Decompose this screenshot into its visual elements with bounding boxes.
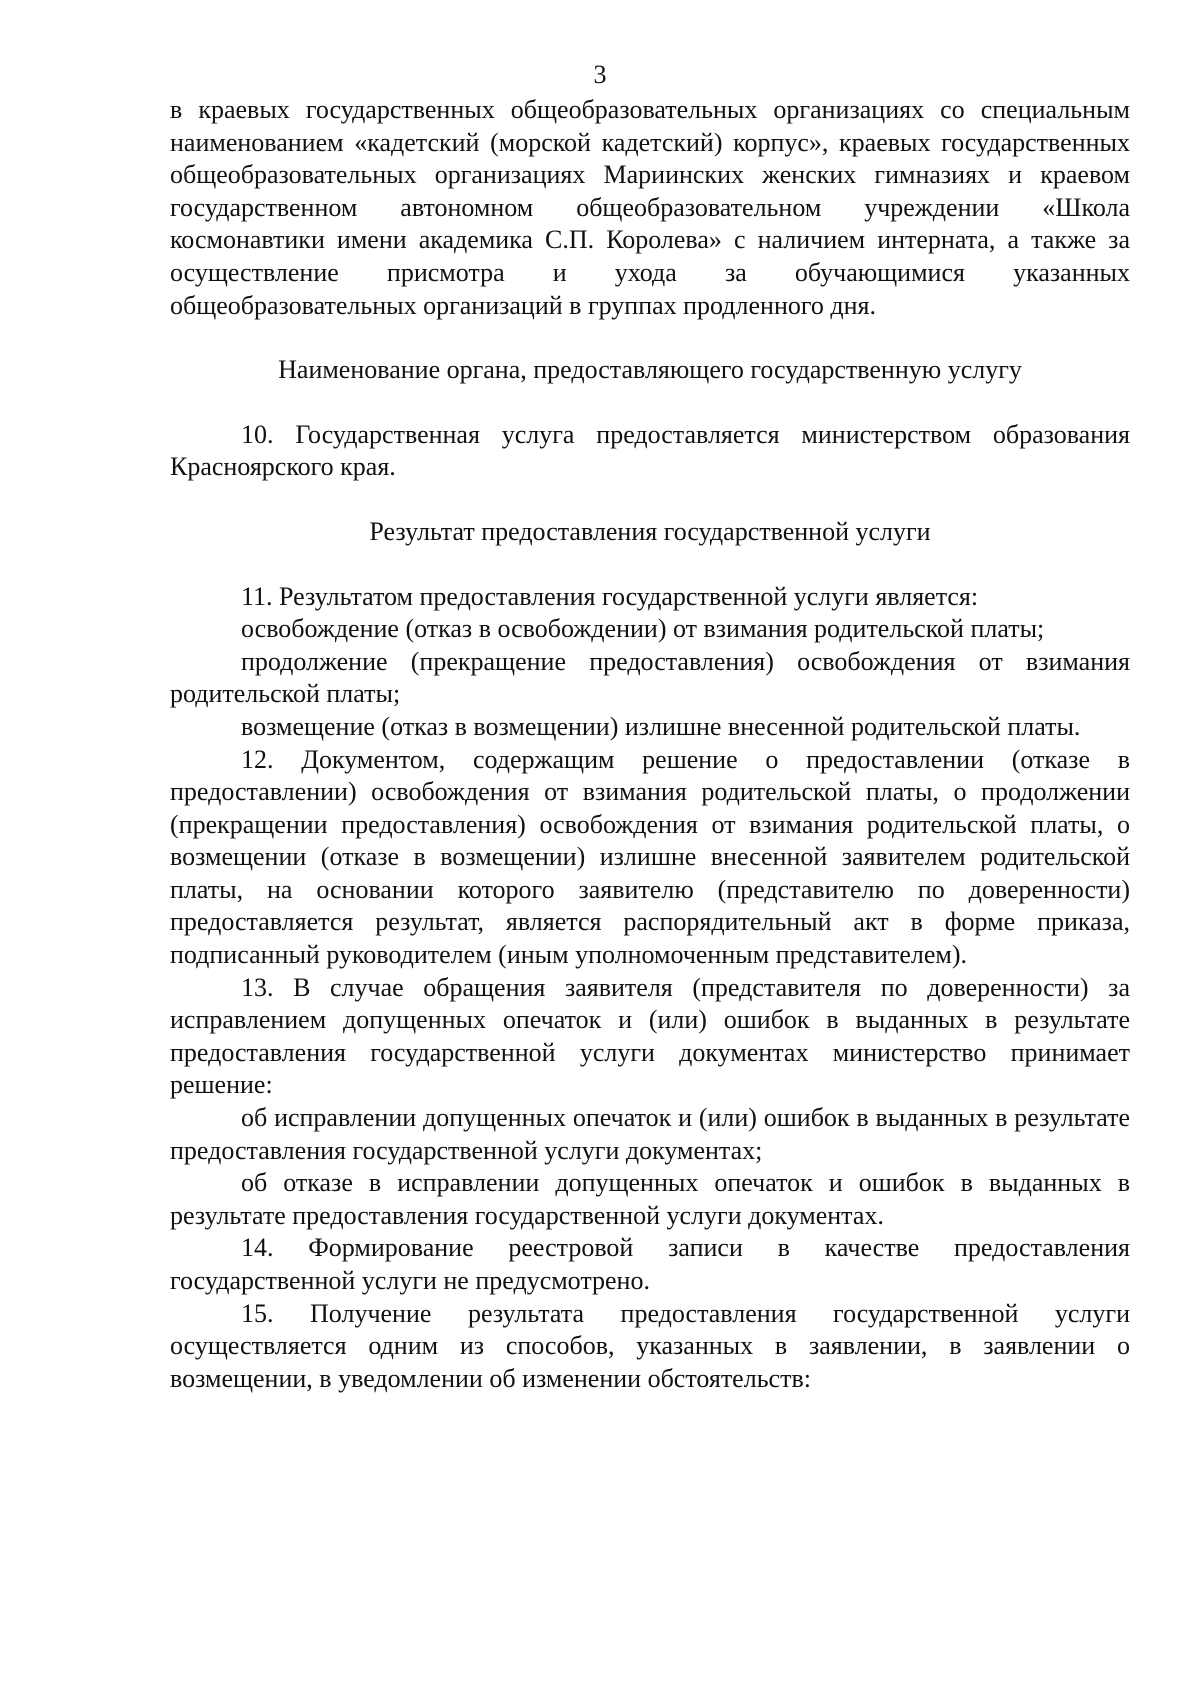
spacer — [170, 484, 1130, 516]
intro-paragraph: в краевых государственных общеобразовательных организациях со специальным наименованием «кадетский (морской кадетский) корпус», краевых государственных общеобразовательных организациях Мариинских женских гимназиях и краевом государственном автономном общеобразовательном учреждении «Школа космонавтики имени академика С.П. Королева» с наличием интерната, а также за осуществление присмотра и ухода за обучающимися указанных общеобразовательных организаций в группах продленного дня. — [170, 95, 1130, 320]
paragraph-11-item-1: освобождение (отказ в освобождении) от взимания родительской платы; — [241, 614, 1045, 644]
document-body — [170, 94, 1130, 1395]
page-number: 3 — [593, 60, 607, 89]
paragraph-12: 12. Документом, содержащим решение о предоставлении (отказе в предоставлении) освобождения от взимания родительской платы, о продолжении (прекращении предоставления) освобождения от взимания родительской платы, о возмещении (отказе в возмещении) излишне внесенной заявителем родительской платы, на основании которого заявителю (представителю по доверенности) предоставляется результат, является распорядительный акт в форме приказа, подписанный руководителем (иным уполномоченным представителем). — [170, 744, 1130, 970]
spacer — [170, 322, 1130, 354]
paragraph-11: 11. Результатом предоставления государственной услуги является: — [241, 581, 979, 611]
paragraph-11-item-2: продолжение (прекращение предоставления) освобождения от взимания родительской платы; — [170, 646, 1130, 709]
spacer — [170, 387, 1130, 419]
section-heading-result: Результат предоставления государственной услуги — [369, 516, 931, 546]
paragraph-13-item-2: об отказе в исправлении допущенных опечаток и ошибок в выданных в результате предоставления государственной услуги документах. — [170, 1168, 1130, 1230]
paragraph-13-item-1: об исправлении допущенных опечаток и (или) ошибок в выданных в результате предоставления государственной услуги документах; — [170, 1103, 1130, 1165]
paragraph-10: 10. Государственная услуга предоставляется министерством образования Красноярского края. — [170, 419, 1130, 482]
section-heading-authority: Наименование органа, предоставляющего государственную услугу — [278, 355, 1022, 385]
paragraph-14: 14. Формирование реестровой записи в качестве предоставления государственной услуги не предусмотрено. — [170, 1233, 1130, 1295]
paragraph-13: 13. В случае обращения заявителя (представителя по доверенности) за исправлением допущенных опечаток и (или) ошибок в выданных в результате предоставления государственной услуги документах министерство принимает решение: — [170, 972, 1130, 1100]
spacer — [170, 549, 1130, 581]
paragraph-11-item-3: возмещение (отказ в возмещении) излишне внесенной родительской платы. — [241, 711, 1081, 741]
paragraph-15: 15. Получение результата предоставления государственной услуги осуществляется одним из способов, указанных в заявлении, в заявлении о возмещении, в уведомлении об изменении обстоятельств: — [170, 1298, 1130, 1393]
